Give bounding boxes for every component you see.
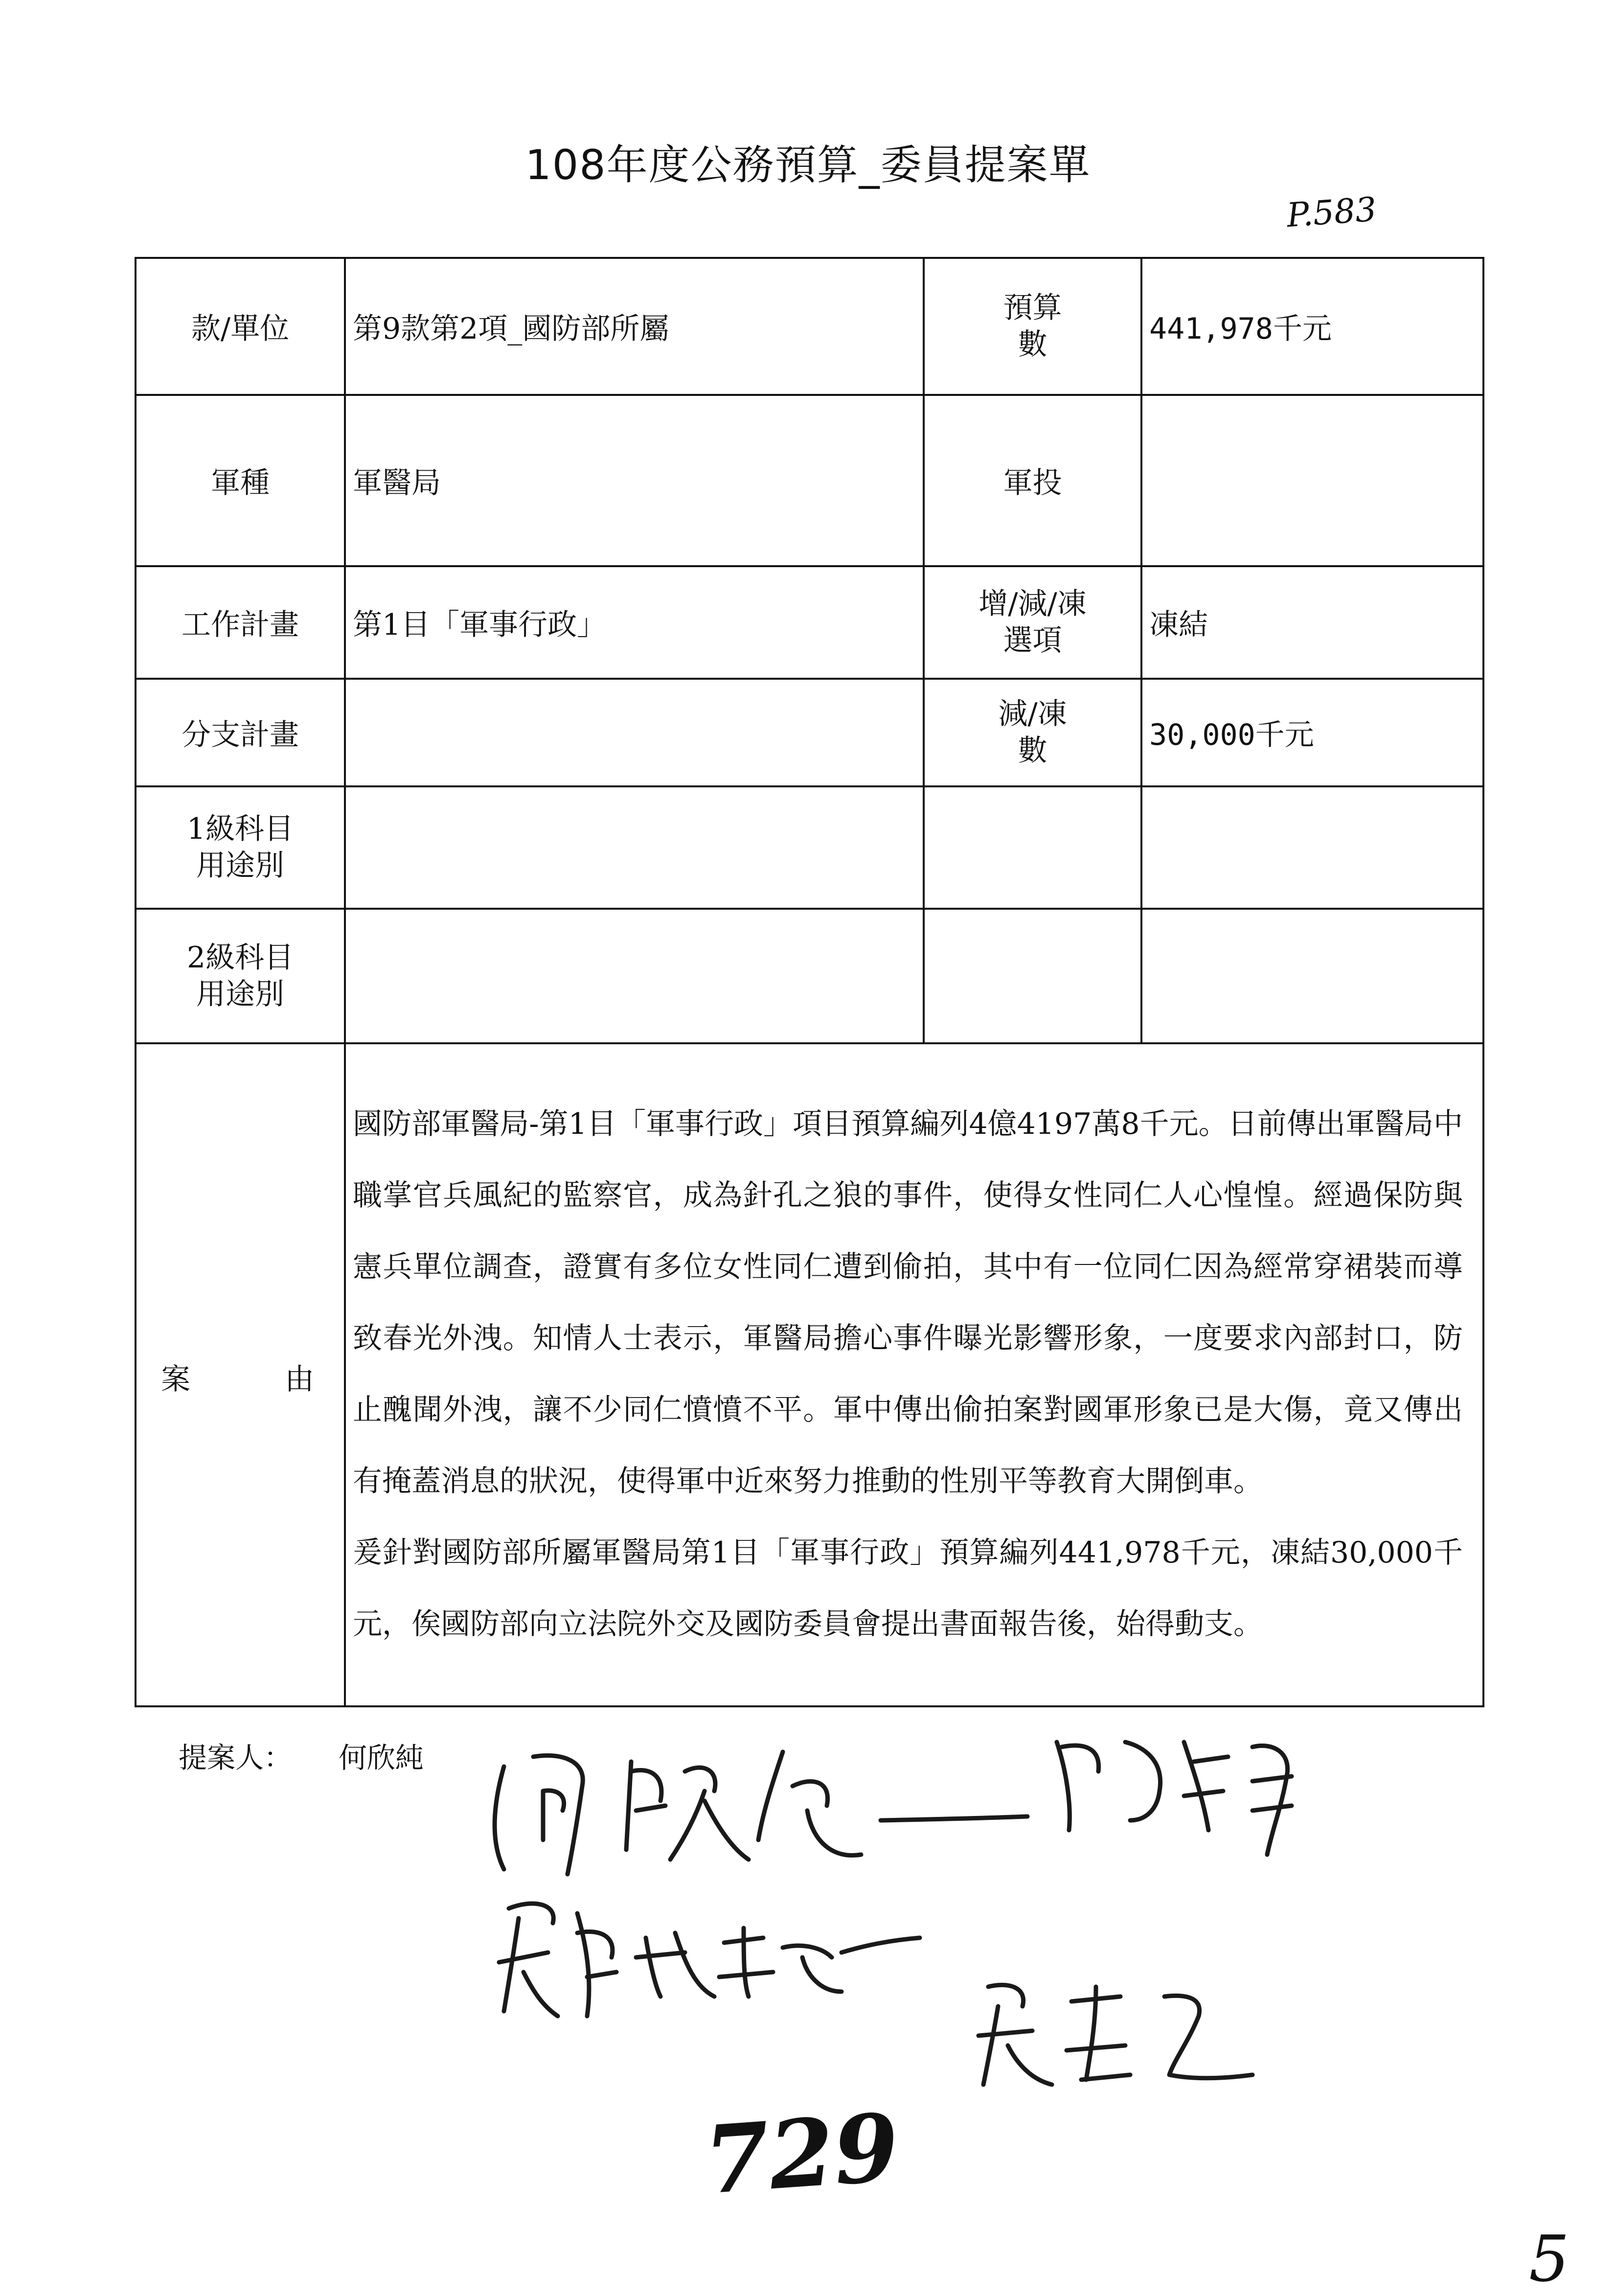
form-title: 108年度公務預算_委員提案單 <box>525 141 1091 189</box>
sub-plan-label: 分支計畫 <box>136 679 345 786</box>
amount-value: 30,000千元 <box>1141 679 1483 786</box>
level2-label-line-1: 2級科目 <box>186 940 294 975</box>
handwritten-page-number: 729 <box>701 2092 902 2215</box>
page-reference-annotation: P.583 <box>1285 190 1378 235</box>
level1-label-line-1: 1級科目 <box>186 812 294 846</box>
invest-label: 軍投 <box>924 395 1141 566</box>
branch-label: 軍種 <box>136 395 345 566</box>
signature-3 <box>499 1904 920 2016</box>
amount-label-line-2: 數 <box>1018 734 1047 768</box>
level1-label-line-2: 用途別 <box>196 849 284 883</box>
reason-label: 案 由 <box>136 1043 345 1706</box>
signature-4 <box>979 1985 1252 2085</box>
unit-value: 第9款第2項_國防部所屬 <box>345 258 924 395</box>
budget-label-line-1: 預算 <box>1003 291 1062 325</box>
budget-label-line-2: 數 <box>1018 327 1047 362</box>
amount-label-line-1: 減/凍 <box>998 697 1067 731</box>
unit-label: 款/單位 <box>136 258 345 395</box>
reason-paragraph-2: 爰針對國防部所屬軍醫局第1目「軍事行政」預算編列441,978千元，凍結30,000千元，俟國防部向立法院外交及國防委員會提出書面報告後，始得動支。 <box>353 1535 1463 1641</box>
option-label-line-1: 增/減/凍 <box>979 587 1087 621</box>
signature-1 <box>495 1752 1027 1874</box>
corner-mark: 5 <box>1529 2222 1570 2296</box>
plan-label: 工作計畫 <box>136 566 345 679</box>
budget-value: 441,978千元 <box>1141 258 1483 395</box>
reason-paragraph-1: 國防部軍醫局-第1目「軍事行政」項目預算編列4億4197萬8千元。日前傳出軍醫局中職掌官兵風紀的監察官，成為針孔之狼的事件，使得女性同仁人心惶惶。經過保防與憲兵單位調查，證實有多位女性同仁遭到偷拍，其中有一位同仁因為經常穿裙裝而導致春光外洩。知情人士表示，軍醫局擔心事件曝光影響形象，一度要求內部封口，防止醜聞外洩，讓不少同仁憤憤不平。軍中傳出偷拍案對國軍形象已是大傷，竟又傳出有掩蓋消息的狀況，使得軍中近來努力推動的性別平等教育大開倒車。 <box>353 1106 1463 1498</box>
branch-value: 軍醫局 <box>345 395 924 566</box>
signature-2 <box>1057 1742 1292 1855</box>
level2-label-line-2: 用途別 <box>196 977 284 1011</box>
proposer-label: 提案人： <box>179 1741 293 1774</box>
option-value: 凍結 <box>1141 566 1483 679</box>
proposer-name: 何欣純 <box>339 1741 424 1774</box>
option-label-line-2: 選項 <box>1003 623 1062 658</box>
plan-value: 第1目「軍事行政」 <box>345 566 924 679</box>
